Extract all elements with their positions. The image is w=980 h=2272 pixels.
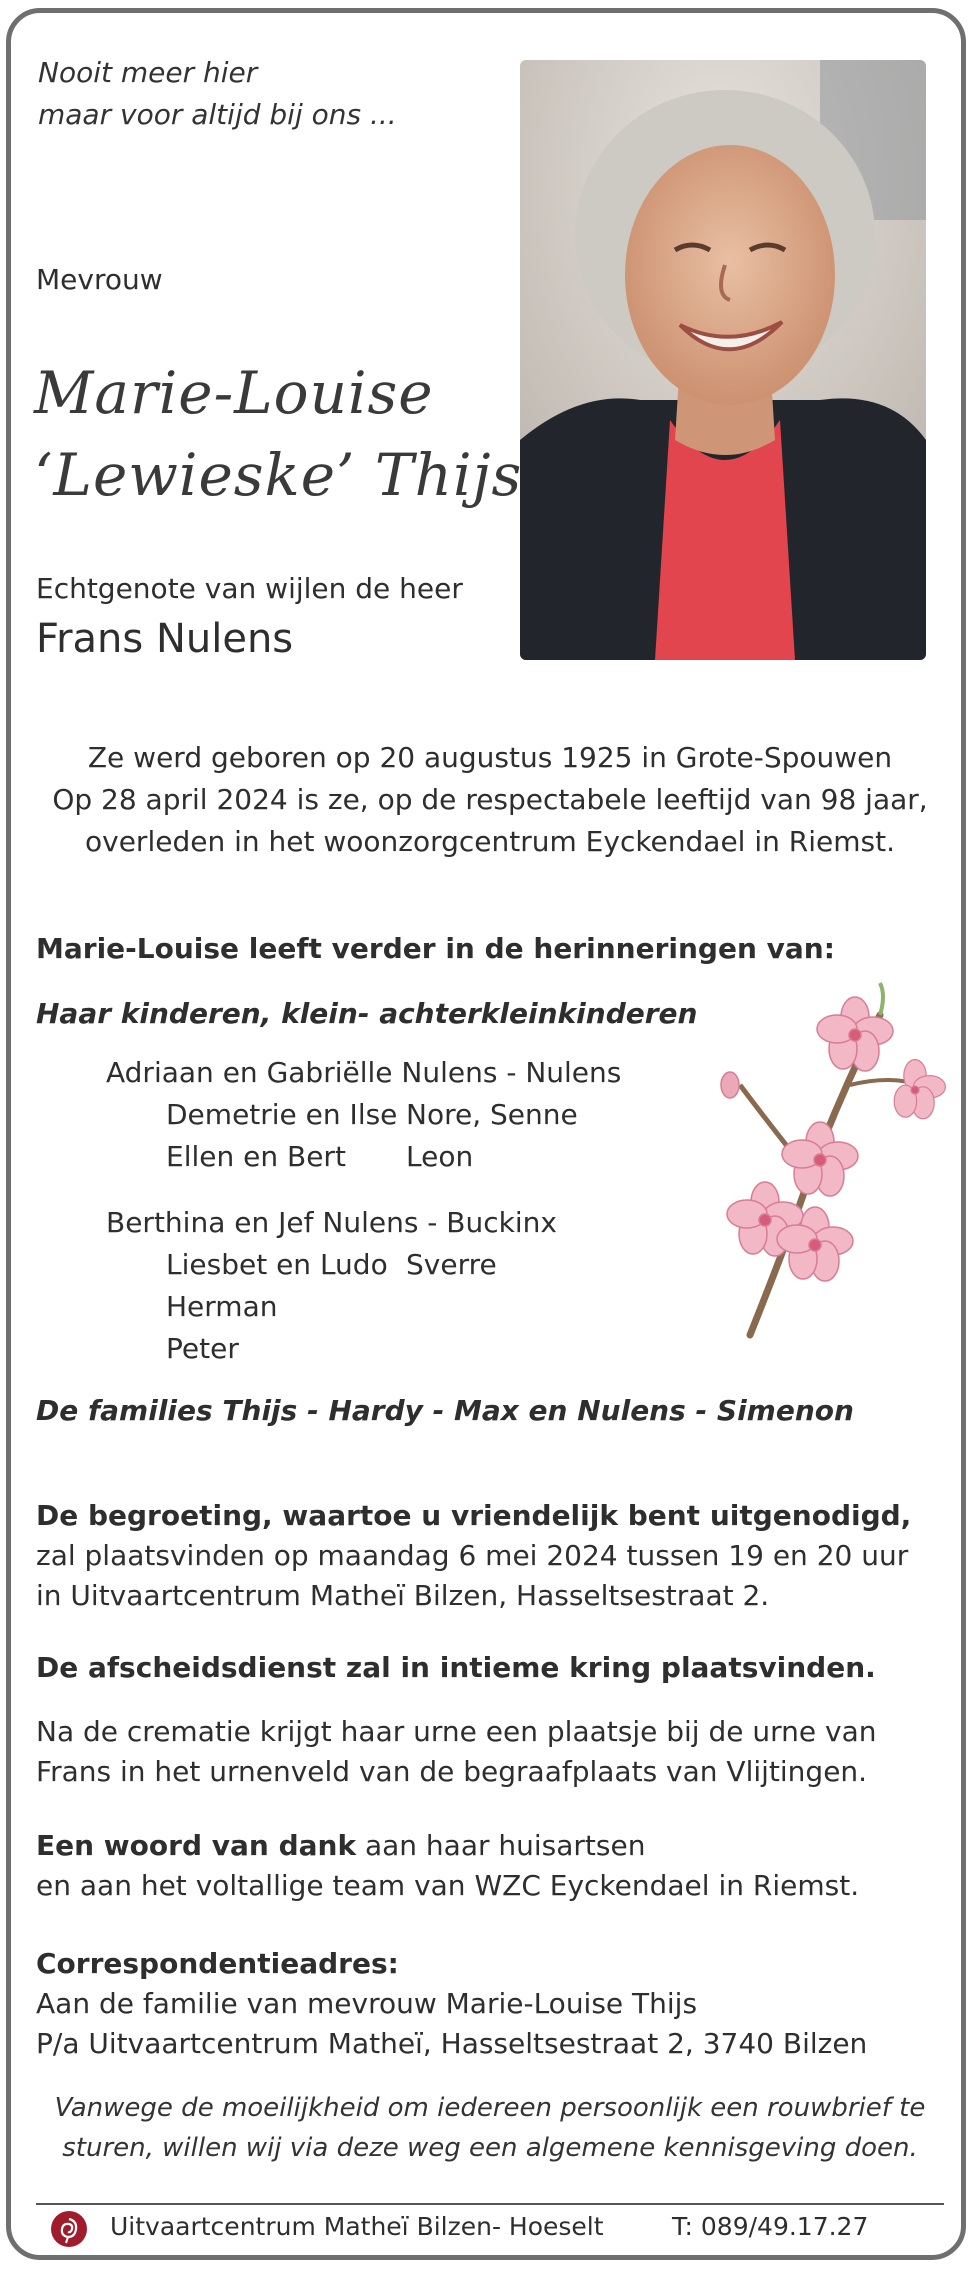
spouse-label: Echtgenote van wijlen de heer [36, 572, 463, 605]
general-notice: Vanwege de moeilijkheid om iedereen persoonlijk een rouwbrief te sturen, willen wij via deze weg een algemene kennisgeving doen. [54, 2093, 926, 2163]
cremation-info: Na de crematie krijgt haar urne een plaatsje bij de urne van Frans in het urnenveld van de begraafplaats van Vlijtingen. [36, 1715, 877, 1788]
portrait-photo [520, 60, 926, 660]
cherry-blossom-icon [700, 975, 950, 1355]
family-head: Berthina en Jef Nulens - Buckinx [106, 1206, 557, 1239]
family-head: Adriaan en Gabriëlle Nulens - Nulens [106, 1056, 622, 1089]
funeral-home-phone: T: 089/49.17.27 [672, 2212, 869, 2241]
footer-divider [36, 2203, 944, 2205]
family-row: Liesbet en Ludo Sverre [166, 1248, 497, 1281]
extended-families: De families Thijs - Hardy - Max en Nulens - Simenon [36, 1394, 854, 1427]
correspondence-address: Correspondentieadres: Aan de familie van mevrouw Marie-Louise Thijs P/a Uitvaartcentrum Matheï, Hasseltsestraat 2, 3740 Bilzen [36, 1947, 868, 2060]
birth-death-text: Ze werd geboren op 20 augustus 1925 in Grote-Spouwen Op 28 april 2024 is ze, op de respectabele leeftijd van 98 jaar, overleden in het woonzorgcentrum Eyckendael in Riemst. [52, 741, 928, 858]
service-info: De afscheidsdienst zal in intieme kring plaatsvinden. [36, 1651, 876, 1684]
family-group [106, 1202, 557, 1370]
greeting-info: De begroeting, waartoe u vriendelijk bent uitgenodigd, zal plaatsvinden op maandag 6 mei 2024 tussen 19 en 20 uur in Uitvaartcentrum Matheï Bilzen, Hasseltsestraat 2. [36, 1499, 912, 1612]
spouse-name: Frans Nulens [36, 616, 294, 662]
memories-heading: Marie-Louise leeft verder in de herinneringen van: [36, 932, 835, 965]
memorial-quote: Nooit meer hier maar voor altijd bij ons ... [38, 56, 397, 131]
family-row: Peter [166, 1332, 239, 1365]
children-heading: Haar kinderen, klein- achterkleinkinderen [36, 997, 698, 1030]
honorific: Mevrouw [36, 263, 163, 296]
family-row: Demetrie en Ilse Nore, Senne [166, 1098, 578, 1131]
family-row: Ellen en Bert Leon [166, 1140, 474, 1173]
family-group [106, 1052, 621, 1178]
family-row: Herman [166, 1290, 278, 1323]
rose-logo-icon [50, 2210, 88, 2248]
thanks-text: Een woord van dank aan haar huisartsen en aan het voltallige team van WZC Eyckendael in Riemst. [36, 1829, 860, 1902]
funeral-home-name: Uitvaartcentrum Matheï Bilzen- Hoeselt [110, 2212, 604, 2241]
deceased-name: Marie-Louise ‘Lewieske’ Thijs [34, 359, 523, 509]
